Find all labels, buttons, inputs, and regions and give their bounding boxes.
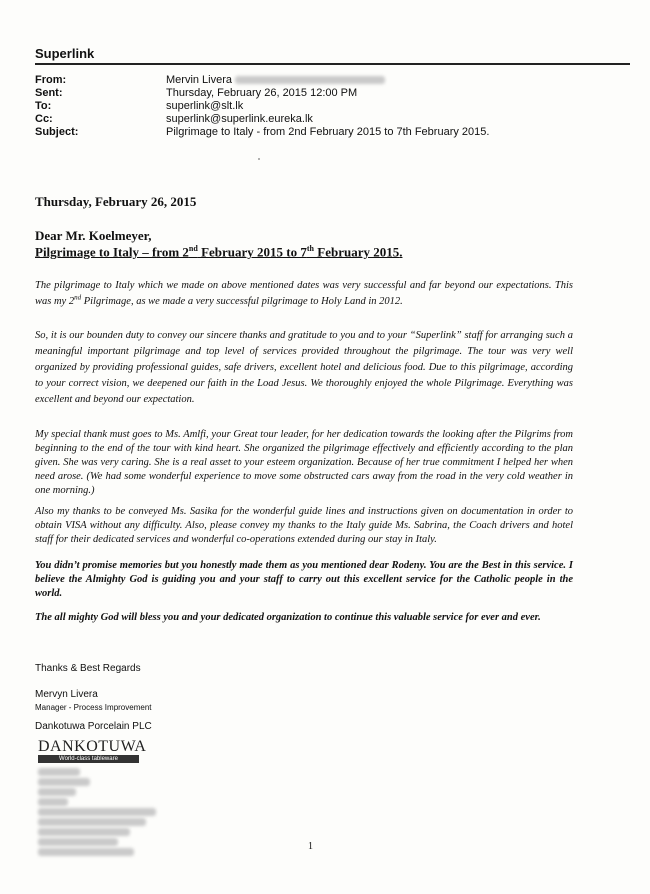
letter-date: Thursday, February 26, 2015 (35, 194, 197, 209)
redacted-line (38, 818, 146, 826)
redacted-line (38, 778, 90, 786)
signer-title: Manager - Process Improvement (35, 703, 152, 712)
paper-speck (258, 158, 260, 160)
signer-name: Mervyn Livera (35, 689, 98, 700)
meta-row-to (35, 100, 489, 113)
page-number: 1 (308, 841, 313, 852)
paragraph-2: So, it is our bounden duty to convey our sincere thanks and gratitude to you and to your “Superlink” staff for arranging such a meaningful important pilgrimage and top level of services provided throughout the pilgrimage. The tour was very well organized by providing professional guides, safe drivers, excellent hotel and delicious food. Due to this pilgrimage, according to your correct vision, we deepened our faith in the Load Jesus. We thoroughly enjoyed the whole Pilgrimage. Everything was excellent and beyond our expectation. (35, 330, 573, 405)
paragraph-3: My special thank must goes to Ms. Amlfi, your Great tour leader, for her dedication towards the looking after the Pilgrims from beginning to the end of the tour with kind heart. She organized the pilgrimage effectively and efficiently according to the plan given. She was very caring. She is a real asset to your esteem organization. Because of her true commitment I helped her when need arose. (We had some wonderful experience to move some obstructed cars away from the road in the very cold weather in one morning.) (35, 429, 573, 496)
meta-row-sent (35, 87, 489, 100)
redacted-email (235, 76, 385, 84)
meta-value: Thursday, February 26, 2015 12:00 PM (166, 87, 358, 99)
meta-row-from (35, 74, 489, 87)
meta-row-cc (35, 113, 489, 126)
meta-row-subject (35, 126, 489, 139)
paragraph-1: The pilgrimage to Italy which we made on above mentioned dates was very successful and far beyond our expectations. This was my 2nd Pilgrimage, as we made a very successful pilgrimage to Holy Land in 2012. (35, 280, 573, 307)
redacted-line (38, 838, 118, 846)
redacted-line (38, 788, 76, 796)
closing: Thanks & Best Regards (35, 663, 141, 674)
meta-value: Pilgrimage to Italy - from 2nd February 2015 to 7th February 2015. (166, 126, 490, 138)
paragraph-4: Also my thanks to be conveyed Ms. Sasika for the wonderful guide lines and instructions given on documentation in order to obtain VISA without any difficulty. Also, please convey my thanks to the Italy guide Ms. Sabrina, the Coach drivers and hotel staff for their dedicated services and wonderful co-operations extended during our stay in Italy. (35, 506, 573, 545)
redacted-line (38, 808, 156, 816)
company-name: Dankotuwa Porcelain PLC (35, 721, 152, 732)
redacted-line (38, 848, 134, 856)
salutation: Dear Mr. Koelmeyer, (35, 228, 152, 243)
email-header-title: Superlink (35, 46, 95, 61)
meta-value: superlink@slt.lk (166, 100, 244, 112)
company-logo: DANKOTUWA (38, 738, 147, 755)
redacted-line (38, 768, 80, 776)
email-meta (35, 74, 489, 139)
redacted-line (38, 798, 68, 806)
meta-value: superlink@superlink.eureka.lk (166, 113, 313, 125)
meta-label: Sent: (35, 87, 63, 99)
meta-value: Mervin Livera (166, 74, 385, 87)
meta-label: From: (35, 74, 67, 86)
meta-label: Subject: (35, 126, 79, 138)
paragraph-6: The all mighty God will bless you and your dedicated organization to continue this valuable service for ever and ever. (35, 612, 541, 623)
redacted-line (38, 828, 130, 836)
meta-label: Cc: (35, 113, 53, 125)
header-rule (35, 63, 630, 65)
letter-subject: Pilgrimage to Italy – from 2nd February 2015 to 7th February 2015. (35, 244, 403, 260)
meta-label: To: (35, 100, 52, 112)
logo-tagline: World-class tableware (38, 755, 139, 763)
paragraph-5: You didn’t promise memories but you honestly made them as you mentioned dear Rodeny. You are the Best in this service. I believe the Almighty God is guiding you and your staff to carry out this excellent service for the Catholic people in the world. (35, 560, 573, 599)
